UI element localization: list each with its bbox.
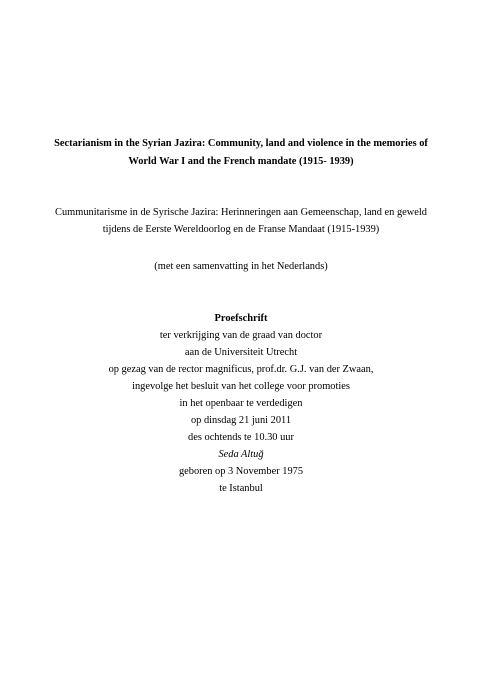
dutch-title <box>40 204 442 238</box>
thesis-title-line-2: World War I and the French mandate (1915- 1939) <box>128 155 354 167</box>
author-name: Seda Altuğ <box>218 449 264 460</box>
thesis-line-university: aan de Universiteit Utrecht <box>184 347 298 358</box>
author-birth-place: te Istanbul <box>219 483 263 494</box>
thesis-line-rector: op gezag van de rector magnificus, prof.dr. G.J. van der Zwaan, <box>108 364 374 375</box>
thesis-line-degree: ter verkrijging van de graad van doctor <box>159 330 323 341</box>
thesis-statement <box>40 310 442 497</box>
thesis-line-defend: in het openbaar te verdedigen <box>179 398 303 409</box>
thesis-line-college: ingevolge het besluit van het college voor promoties <box>132 381 350 392</box>
author-birth-date: geboren op 3 November 1975 <box>178 466 304 477</box>
thesis-title-line-1: Sectarianism in the Syrian Jazira: Community, land and violence in the memories of <box>54 138 428 149</box>
summary-note: (met een samenvatting in het Nederlands) <box>154 261 328 272</box>
dutch-title-line-2: tijdens de Eerste Wereldoorlog en de Franse Mandaat (1915-1939) <box>102 224 380 235</box>
thesis-title <box>40 135 442 170</box>
thesis-line-date: op dinsdag 21 juni 2011 <box>190 415 292 426</box>
dutch-title-line-1: Cummunitarisme in de Syrische Jazira: Herinneringen aan Gemeenschap, land en geweld <box>55 207 427 218</box>
thesis-line-time: des ochtends te 10.30 uur <box>188 432 294 443</box>
thesis-heading: Proefschrift <box>214 313 268 324</box>
